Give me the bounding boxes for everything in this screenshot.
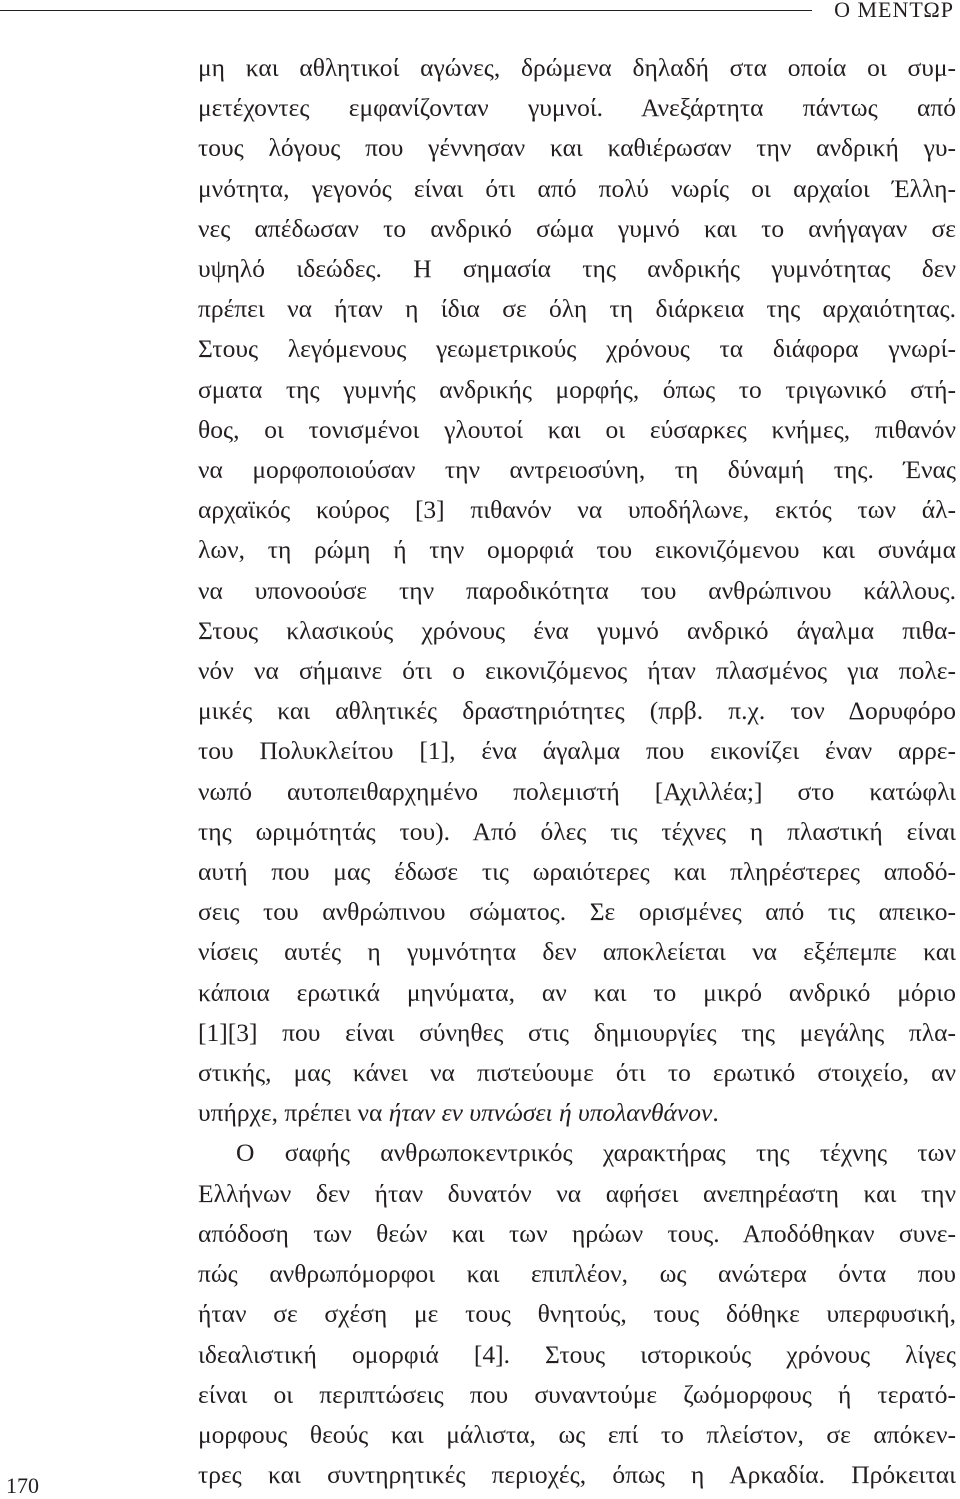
text-line: της ωριμότητάς του). Από όλες τις τέχνες η πλαστική είναι: [198, 816, 956, 846]
header-rule: [0, 10, 812, 11]
text-line: τους λόγους που γέννησαν και καθιέρωσαν την ανδρική γυ-: [198, 133, 956, 163]
text-line: μικές και αθλητικές δραστηριότητες (πρβ. π.χ. τον Δορυφόρο: [198, 696, 956, 726]
text-line: [1][3] που είναι σύνηθες στις δημιουργίες της μεγάλης πλα-: [198, 1017, 956, 1047]
text-line: του Πολυκλείτου [1], ένα άγαλμα που εικονίζει έναν αρρε-: [198, 736, 956, 766]
text-line: κάποια ερωτικά μηνύματα, αν και το μικρό ανδρικό μόριο: [198, 977, 956, 1007]
italic-phrase: ήταν εν υπνώσει ή υπολανθάνον: [388, 1098, 713, 1128]
text-line: νες απέδωσαν το ανδρικό σώμα γυμνό και το ανήγαγαν σε: [198, 213, 956, 243]
text-line: σματα της γυμνής ανδρικής μορφής, όπως το τριγωνικό στή-: [198, 374, 956, 404]
text-line: πρέπει να ήταν η ίδια σε όλη τη διάρκεια της αρχαιότητας.: [198, 294, 956, 324]
text-line: νωπό αυτοπειθαρχημένο πολεμιστή [Αχιλλέα;] στο κατώφλι: [198, 776, 956, 806]
text-line: αρχαϊκός κούρος [3] πιθανόν να υποδήλωνε, εκτός των άλ-: [198, 495, 956, 525]
text-segment: υπήρχε, πρέπει να: [198, 1098, 389, 1128]
text-line: μετέχοντες εμφανίζονταν γυμνοί. Ανεξάρτητα πάντως από: [198, 93, 956, 123]
body-text: [198, 48, 956, 1495]
text-line: μνότητα, γεγονός είναι ότι από πολύ νωρίς οι αρχαίοι Έλλη-: [198, 173, 956, 203]
text-line: Στους κλασικούς χρόνους ένα γυμνό ανδρικό άγαλμα πιθα-: [198, 615, 956, 645]
text-line: απόδοση των θεών και των ηρώων τους. Αποδόθηκαν συνε-: [198, 1218, 956, 1248]
text-line: είναι οι περιπτώσεις που συναντούμε ζωόμορφους ή τερατό-: [198, 1379, 956, 1409]
text-line: αυτή που μας έδωσε τις ωραιότερες και πληρέστερες αποδό-: [198, 857, 956, 887]
text-segment: .: [712, 1098, 719, 1128]
text-line: πώς ανθρωπόμορφοι και επιπλέον, ως ανώτερα όντα που: [198, 1259, 956, 1289]
text-line: θος, οι τονισμένοι γλουτοί και οι εύσαρκες κνήμες, πιθανόν: [198, 414, 956, 444]
text-line: στικής, μας κάνει να πιστεύουμε ότι το ερωτικό στοιχείο, αν: [198, 1058, 956, 1088]
text-line: να υπονοούσε την παροδικότητα του ανθρώπινου κάλλους.: [198, 575, 956, 605]
text-line: λων, τη ρώμη ή την ομορφιά του εικονιζόμενου και συνάμα: [198, 535, 956, 565]
text-line: νίσεις αυτές η γυμνότητα δεν αποκλείεται να εξέπεμπε και: [198, 937, 956, 967]
text-line: μη και αθλητικοί αγώνες, δρώμενα δηλαδή στα οποία οι συμ-: [198, 53, 956, 82]
text-line: μορφους θεούς και μάλιστα, ως επί το πλείστον, σε απόκεν-: [198, 1419, 956, 1449]
text-line: υψηλό ιδεώδες. Η σημασία της ανδρικής γυμνότητας δεν: [198, 254, 956, 284]
text-line: Ο σαφής ανθρωποκεντρικός χαρακτήρας της τέχνης των: [236, 1138, 956, 1168]
text-line: σεις του ανθρώπινου σώματος. Σε ορισμένες από τις απεικο-: [198, 897, 956, 927]
text-line-last: [198, 1093, 956, 1133]
running-head-title: Ο ΜΕΝΤΩΡ: [834, 0, 954, 22]
text-line: νόν να σήμαινε ότι ο εικονιζόμενος ήταν πλασμένος για πολε-: [198, 656, 956, 686]
paragraph-1: [198, 48, 956, 1133]
text-line: να μορφοποιούσαν την αντρειοσύνη, τη δύναμή της. Ένας: [198, 455, 956, 485]
paragraph-2: [198, 1133, 956, 1495]
page-number: 170: [6, 1473, 39, 1498]
text-line: Ελλήνων δεν ήταν δυνατόν να αφήσει ανεπηρέαστη και την: [198, 1178, 956, 1208]
text-line: Στους λεγόμενους γεωμετρικούς χρόνους τα διάφορα γνωρί-: [198, 334, 956, 364]
text-line: ιδεαλιστική ομορφιά [4]. Στους ιστορικούς χρόνους λίγες: [198, 1339, 956, 1369]
text-line: τρες και συντηρητικές περιοχές, όπως η Αρκαδία. Πρόκειται: [198, 1460, 956, 1490]
text-line: ήταν σε σχέση με τους θνητούς, τους δόθηκε υπερφυσική,: [198, 1299, 956, 1329]
